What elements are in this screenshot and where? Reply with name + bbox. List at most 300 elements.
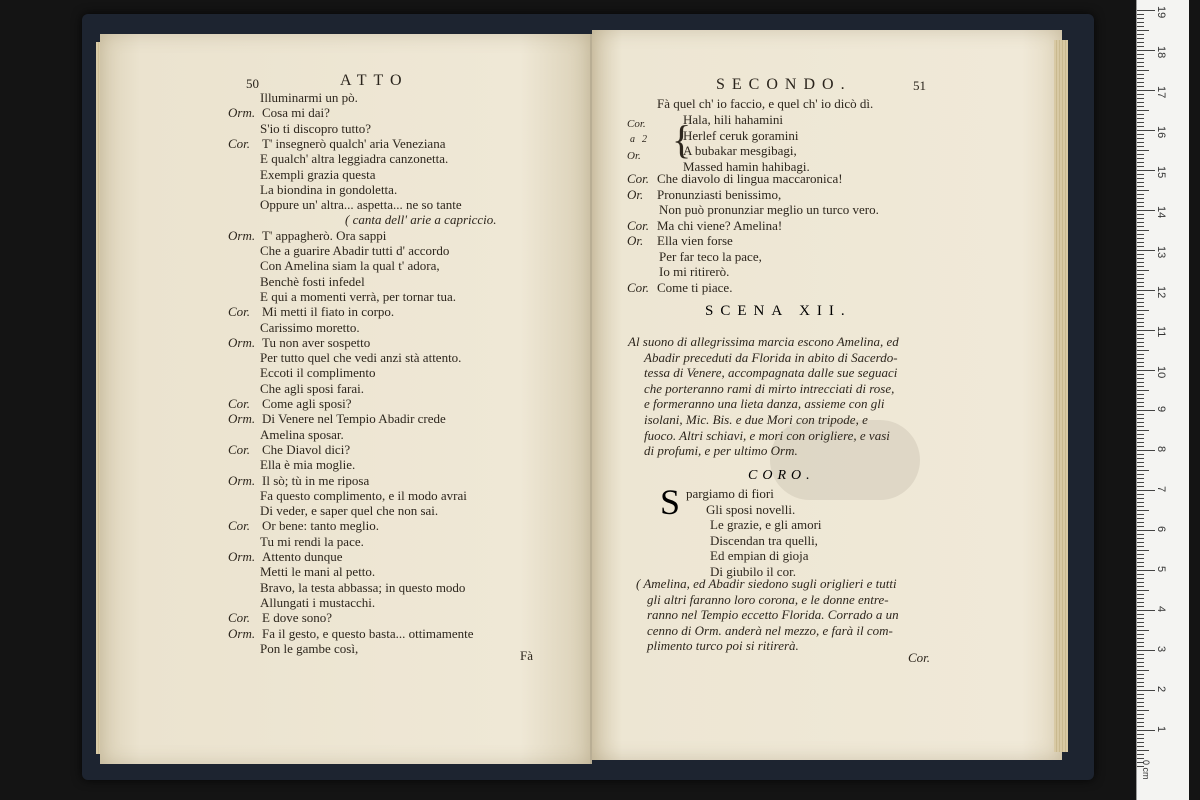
chorus-speaker-2: 2: [642, 134, 647, 145]
right-page-number: 51: [913, 78, 926, 93]
speaker-label: Or.: [627, 233, 644, 248]
ruler-tick: [1137, 638, 1144, 639]
ruler-tick: [1137, 654, 1144, 655]
ruler-tick: [1137, 282, 1144, 283]
ruler-tick: [1137, 570, 1155, 571]
ruler-tick: [1137, 490, 1155, 491]
ruler-tick: [1137, 246, 1144, 247]
ruler-tick: [1137, 726, 1144, 727]
ruler-tick: [1137, 730, 1155, 731]
chorus-line: Hala, hili hahamini: [683, 112, 784, 127]
speaker-label: Orm.: [228, 105, 256, 121]
ruler-tick: [1137, 210, 1155, 211]
dialogue-line: Fa il gesto, e questo basta... ottimamente: [262, 625, 474, 641]
chorus-brace: {: [672, 117, 692, 162]
ruler-tick: [1137, 502, 1144, 503]
ruler-tick: [1137, 206, 1144, 207]
stage-direction-line: Abadir preceduti da Florida in abito di Sacerdo-: [644, 349, 898, 365]
ruler-tick: [1137, 630, 1149, 631]
chorus-line: A bubakar mesgibagi,: [683, 143, 797, 158]
ruler-label: 8: [1155, 446, 1167, 453]
ruler-tick: [1137, 614, 1144, 615]
speaker-label: Cor.: [228, 304, 251, 320]
ruler-tick: [1137, 534, 1144, 535]
ruler-tick: [1137, 594, 1144, 595]
dialogue-line: Exempli grazia questa: [260, 166, 376, 182]
ruler-tick: [1137, 362, 1144, 363]
ruler-tick: [1137, 418, 1144, 419]
speaker-label: Orm.: [228, 549, 256, 564]
dialogue-line: Io mi ritirerò.: [659, 264, 730, 279]
ruler-tick: [1137, 62, 1144, 63]
ruler-tick: [1137, 66, 1144, 67]
ruler-tick: [1137, 698, 1144, 699]
dialogue-line: Tu mi rendi la pace.: [260, 533, 364, 549]
ruler-tick: [1137, 378, 1144, 379]
dialogue-line: E qualch' altra leggiadra canzonetta.: [260, 151, 449, 167]
dialogue-line: Illuminarmi un pò.: [260, 90, 358, 105]
coro-title: CORO.: [748, 468, 815, 483]
speaker-label: Cor.: [627, 217, 650, 233]
ruler-tick: [1137, 578, 1144, 579]
ruler-tick: [1137, 706, 1144, 707]
ruler-tick: [1137, 686, 1144, 687]
ruler-tick: [1137, 406, 1144, 407]
stage-direction-line: cenno di Orm. anderà nel mezzo, e farà il com-: [647, 622, 893, 638]
ruler-tick: [1137, 222, 1144, 223]
ruler-tick: [1137, 98, 1144, 99]
dialogue-line: T' appagherò. Ora sappi: [262, 227, 387, 243]
ruler-tick: [1137, 750, 1149, 751]
ruler-tick: [1137, 162, 1144, 163]
dialogue-line: Che a guarire Abadir tutti d' accordo: [260, 243, 450, 258]
ruler-tick: [1137, 430, 1149, 431]
ruler-label: 10: [1155, 366, 1167, 379]
speaker-label: Cor.: [228, 610, 251, 626]
ruler-tick: [1137, 238, 1144, 239]
ruler-label: 3: [1155, 646, 1167, 653]
ruler-tick: [1137, 346, 1144, 347]
ruler-tick: [1137, 18, 1144, 19]
speaker-label: Cor.: [228, 441, 251, 457]
ruler-label: 6: [1155, 526, 1167, 533]
ruler-label: 19: [1155, 6, 1167, 19]
ruler-tick: [1137, 382, 1144, 383]
dialogue-line: E dove sono?: [262, 610, 333, 626]
dialogue-line: Che Diavol dici?: [262, 441, 351, 457]
chorus-speaker-cor: Cor.: [627, 118, 646, 130]
stage-direction-line: plimento turco poi si ritirerà.: [647, 638, 799, 654]
coro-line: Di giubilo il cor.: [710, 563, 796, 579]
dialogue-line: Allungati i mustacchi.: [260, 594, 376, 610]
dialogue-line: La biondina in gondoletta.: [260, 181, 398, 197]
dialogue-line: T' insegnerò qualch' aria Veneziana: [262, 135, 446, 151]
ruler-label: 14: [1155, 206, 1167, 219]
stage-direction-line: di profumi, e per ultimo Orm.: [644, 443, 798, 459]
dialogue-line: Per tutto quel che vedi anzi stà attento.: [260, 350, 462, 366]
speaker-label: Orm.: [228, 334, 256, 350]
speaker-label: Cor.: [627, 279, 650, 295]
ruler-tick: [1137, 190, 1149, 191]
dialogue-line: E qui a momenti verrà, per tornar tua.: [260, 288, 457, 304]
ruler-tick: [1137, 126, 1144, 127]
ruler-tick: [1137, 202, 1144, 203]
ruler-tick: [1137, 250, 1155, 251]
stage-direction-line: che porteranno rami di mirto intrecciati di rose,: [644, 380, 895, 396]
ruler-tick: [1137, 626, 1144, 627]
ruler-tick: [1137, 326, 1144, 327]
ruler-tick: [1137, 334, 1144, 335]
ruler-label: 9: [1155, 406, 1167, 413]
ruler-label: 1: [1155, 726, 1167, 733]
ruler-tick: [1137, 754, 1144, 755]
ruler-tick: [1137, 314, 1144, 315]
dialogue-line: Mi metti il fiato in corpo.: [262, 304, 395, 320]
stage-direction-line: e formeranno una lieta danza, assieme con gli: [644, 396, 885, 412]
ruler-tick: [1137, 70, 1149, 71]
ruler-tick: [1137, 670, 1149, 671]
left-page-number: 50: [246, 76, 259, 91]
ruler-tick: [1137, 518, 1144, 519]
ruler-tick: [1137, 586, 1144, 587]
ruler-tick: [1137, 482, 1144, 483]
ruler-tick: [1137, 118, 1144, 119]
ruler-tick: [1137, 702, 1144, 703]
speaker-label: Cor.: [228, 135, 251, 151]
dialogue-line: Pronunziasti benissimo,: [657, 186, 782, 202]
right-catchword: Cor.: [908, 650, 931, 665]
ruler-tick: [1137, 574, 1144, 575]
ruler-tick: [1137, 42, 1144, 43]
ruler-tick: [1137, 714, 1144, 715]
ruler-unit: 0 cm: [1141, 760, 1151, 780]
ruler-tick: [1137, 38, 1144, 39]
ruler-tick: [1137, 510, 1149, 511]
ruler-tick: [1137, 306, 1144, 307]
ruler-tick: [1137, 322, 1144, 323]
ruler-tick: [1137, 402, 1144, 403]
ruler-tick: [1137, 470, 1149, 471]
ruler-tick: [1137, 294, 1144, 295]
speaker-label: Orm.: [228, 625, 256, 641]
ruler-tick: [1137, 110, 1149, 111]
dialogue-line: Per far teco la pace,: [659, 248, 762, 264]
ruler-tick: [1137, 358, 1144, 359]
dialogue-line: Fa questo complimento, e il modo avrai: [260, 487, 467, 503]
speaker-label: Cor.: [228, 518, 251, 534]
ruler-tick: [1137, 454, 1144, 455]
ruler-tick: [1137, 182, 1144, 183]
ruler-tick: [1137, 26, 1144, 27]
right-intro-line: Fà quel ch' io faccio, e quel ch' io dicò dì.: [657, 96, 874, 111]
ruler-tick: [1137, 234, 1144, 235]
coro-line: Le grazie, e gli amori: [710, 517, 822, 532]
ruler-tick: [1137, 494, 1144, 495]
ruler-tick: [1137, 94, 1144, 95]
ruler-tick: [1137, 622, 1144, 623]
ruler-tick: [1137, 662, 1144, 663]
ruler-tick: [1137, 734, 1144, 735]
ruler-tick: [1137, 178, 1144, 179]
ruler-tick: [1137, 298, 1144, 299]
dialogue-line: Or bene: tanto meglio.: [262, 518, 379, 534]
dialogue-line: Eccoti il complimento: [260, 365, 376, 381]
ruler-tick: [1137, 414, 1144, 415]
dialogue-line: Ma chi viene? Amelina!: [657, 217, 783, 233]
ruler-tick: [1137, 758, 1144, 759]
dialogue-line: Tu non aver sospetto: [262, 334, 371, 350]
dialogue-line: Cosa mi dai?: [262, 105, 330, 121]
ruler-tick: [1137, 218, 1144, 219]
ruler-tick: [1137, 170, 1155, 171]
ruler-tick: [1137, 278, 1144, 279]
ruler-tick: [1137, 370, 1155, 371]
ruler-tick: [1137, 230, 1149, 231]
ruler-tick: [1137, 214, 1144, 215]
ruler-tick: [1137, 738, 1144, 739]
ruler-tick: [1137, 690, 1155, 691]
ruler-tick: [1137, 542, 1144, 543]
ruler-tick: [1137, 186, 1144, 187]
stage-direction-line: ranno nel Tempio eccetto Florida. Corrado a un: [647, 607, 899, 623]
coro-drop-cap: S: [660, 482, 681, 522]
ruler-tick: [1137, 258, 1144, 259]
ruler-tick: [1137, 618, 1144, 619]
ruler-tick: [1137, 34, 1144, 35]
ruler-tick: [1137, 426, 1144, 427]
ruler-tick: [1137, 602, 1144, 603]
ruler-tick: [1137, 134, 1144, 135]
ruler-tick: [1137, 710, 1149, 711]
ruler-tick: [1137, 562, 1144, 563]
dialogue-line: Attento dunque: [262, 549, 343, 564]
chorus-speaker-a: a: [630, 134, 635, 145]
stage-direction-line: Al suono di allegrissima marcia escono Amelina, ed: [628, 334, 899, 349]
ruler-tick: [1137, 30, 1149, 31]
ruler-tick: [1137, 478, 1144, 479]
ruler-tick: [1137, 530, 1155, 531]
ruler-tick: [1137, 658, 1144, 659]
ruler-tick: [1137, 462, 1144, 463]
ruler-tick: [1137, 22, 1144, 23]
ruler-tick: [1137, 350, 1149, 351]
speaker-label: Orm.: [228, 472, 256, 488]
ruler-tick: [1137, 198, 1144, 199]
ruler-tick: [1137, 466, 1144, 467]
left-catchword: Fà: [520, 648, 533, 663]
ruler-tick: [1137, 82, 1144, 83]
dialogue-line: Pon le gambe così,: [260, 640, 359, 656]
right-page-edges: [1054, 40, 1068, 752]
dialogue-line: Oppure un' altra... aspetta... ne so tante: [260, 197, 462, 213]
ruler-tick: [1137, 14, 1144, 15]
ruler-tick: [1137, 394, 1144, 395]
ruler-tick: [1137, 138, 1144, 139]
ruler-tick: [1137, 642, 1144, 643]
ruler-tick: [1137, 338, 1144, 339]
ruler-label: 18: [1155, 46, 1167, 59]
ruler-tick: [1137, 646, 1144, 647]
speaker-label: Orm.: [228, 411, 256, 427]
ruler-tick: [1137, 270, 1149, 271]
right-page-header: SECONDO.: [716, 76, 852, 93]
ruler-tick: [1137, 194, 1144, 195]
ruler-tick: [1137, 122, 1144, 123]
ruler-tick: [1137, 474, 1144, 475]
ruler-tick: [1137, 102, 1144, 103]
ruler-tick: [1137, 54, 1144, 55]
ruler-tick: [1137, 150, 1149, 151]
ruler-tick: [1137, 410, 1155, 411]
dialogue-line: Che diavolo di lingua maccaronica!: [657, 171, 843, 186]
ruler-tick: [1137, 86, 1144, 87]
dialogue-line: Come ti piace.: [657, 279, 733, 295]
ruler-tick: [1137, 446, 1144, 447]
ruler-tick: [1137, 722, 1144, 723]
ruler-tick: [1137, 174, 1144, 175]
ruler-tick: [1137, 442, 1144, 443]
speaker-label: Cor.: [627, 171, 650, 186]
ruler-tick: [1137, 506, 1144, 507]
dialogue-line: S'io ti discopro tutto?: [260, 120, 372, 136]
ruler-tick: [1137, 434, 1144, 435]
ruler-tick: [1137, 266, 1144, 267]
ruler-tick: [1137, 46, 1144, 47]
ruler-tick: [1137, 486, 1144, 487]
chorus-line: Herlef ceruk goramini: [683, 127, 799, 143]
ruler-tick: [1137, 566, 1144, 567]
ruler-tick: [1137, 226, 1144, 227]
dialogue-line: Ella vien forse: [657, 233, 733, 248]
ruler-tick: [1137, 58, 1144, 59]
dialogue-line: Non può pronunziar meglio un turco vero.: [659, 202, 879, 217]
ruler-tick: [1137, 598, 1144, 599]
ruler-tick: [1137, 438, 1144, 439]
ruler-tick: [1137, 310, 1149, 311]
ruler-tick: [1137, 526, 1144, 527]
dialogue-line: Bravo, la testa abbassa; in questo modo: [260, 579, 466, 595]
ruler-tick: [1137, 90, 1155, 91]
ruler-tick: [1137, 666, 1144, 667]
ruler-tick: [1137, 318, 1144, 319]
ruler-tick: [1137, 606, 1144, 607]
ruler-label: 7: [1155, 486, 1167, 493]
ruler-label: 2: [1155, 686, 1167, 693]
ruler-label: 5: [1155, 566, 1167, 573]
ruler-tick: [1137, 50, 1155, 51]
left-page-header: ATTO: [340, 72, 409, 89]
ruler-tick: [1137, 158, 1144, 159]
dialogue-line: Con Amelina siam la qual t' adora,: [260, 258, 440, 274]
ruler-tick: [1137, 522, 1144, 523]
ruler-tick: [1137, 146, 1144, 147]
ruler-tick: [1137, 674, 1144, 675]
ruler-tick: [1137, 274, 1144, 275]
ruler-tick: [1137, 142, 1144, 143]
ruler-label: 17: [1155, 86, 1167, 99]
ruler-tick: [1137, 398, 1144, 399]
speaker-label: Orm.: [228, 227, 256, 243]
ruler-tick: [1137, 286, 1144, 287]
dialogue-line: Come agli sposi?: [262, 396, 352, 411]
ruler-tick: [1137, 458, 1144, 459]
ruler-tick: [1137, 546, 1144, 547]
ruler-tick: [1137, 498, 1144, 499]
ruler-tick: [1137, 130, 1155, 131]
dialogue-line: Il sò; tù in me riposa: [262, 472, 370, 488]
ruler-tick: [1137, 538, 1144, 539]
stage-direction-line: tessa di Venere, accompagnata dalle sue seguaci: [644, 365, 898, 381]
stage-direction-line: ( Amelina, ed Abadir siedono sugli origlieri e tutti: [636, 576, 897, 591]
ruler-tick: [1137, 366, 1144, 367]
ruler-tick: [1137, 374, 1144, 375]
ruler-tick: [1137, 354, 1144, 355]
ruler-tick: [1137, 254, 1144, 255]
ruler-tick: [1137, 610, 1155, 611]
dialogue-line: Carissimo moretto.: [260, 319, 360, 335]
ruler-tick: [1137, 450, 1155, 451]
ruler-tick: [1137, 386, 1144, 387]
ruler-tick: [1137, 554, 1144, 555]
ruler-label: 16: [1155, 126, 1167, 139]
ruler-label: 11: [1155, 326, 1167, 338]
ruler-tick: [1137, 330, 1155, 331]
ruler-tick: [1137, 678, 1144, 679]
dialogue-line: Amelina sposar.: [260, 426, 344, 442]
ruler-tick: [1137, 290, 1155, 291]
chorus-line: Massed hamin hahibagi.: [683, 158, 810, 174]
stage-direction-line: isolani, Mic. Bis. e due Mori con tripode, e: [644, 412, 868, 427]
dialogue-line: Di veder, e saper quel che non sai.: [260, 503, 439, 519]
ruler-tick: [1137, 390, 1149, 391]
ruler-tick: [1137, 154, 1144, 155]
ruler-tick: [1137, 634, 1144, 635]
ruler-tick: [1137, 694, 1144, 695]
ruler-tick: [1137, 106, 1144, 107]
coro-line: pargiamo di fiori: [686, 486, 774, 501]
ruler-label: 15: [1155, 166, 1167, 179]
ruler-tick: [1137, 682, 1144, 683]
dialogue-line: Benchè fosti infedel: [260, 273, 365, 289]
ruler-tick: [1137, 746, 1144, 747]
speaker-label: Or.: [627, 186, 644, 202]
stage-direction-line: fuoco. Altri schiavi, e mori con origliere, e vasi: [644, 427, 890, 443]
ruler-tick: [1137, 10, 1155, 11]
coro-line: Gli sposi novelli.: [706, 501, 796, 517]
ruler-tick: [1137, 582, 1144, 583]
ruler-label: 4: [1155, 606, 1167, 613]
dialogue-line: Ella è mia moglie.: [260, 457, 356, 473]
ruler-tick: [1137, 74, 1144, 75]
ruler-tick: [1137, 742, 1144, 743]
stage-direction-line: gli altri faranno loro corona, e le donne entre-: [647, 591, 889, 607]
ruler-label: 13: [1155, 246, 1167, 259]
ruler-tick: [1137, 422, 1144, 423]
ruler-tick: [1137, 558, 1144, 559]
measurement-ruler: [1136, 0, 1189, 800]
dialogue-line: Che agli sposi farai.: [260, 380, 364, 396]
coro-line: Ed empian di gioja: [710, 548, 809, 563]
ruler-tick: [1137, 262, 1144, 263]
ruler-label: 12: [1155, 286, 1167, 299]
speaker-label: Cor.: [228, 396, 251, 411]
ruler-tick: [1137, 514, 1144, 515]
coro-line: Discendan tra quelli,: [710, 532, 818, 548]
ruler-tick: [1137, 242, 1144, 243]
ruler-tick: [1137, 590, 1149, 591]
dialogue-line: Di Venere nel Tempio Abadir crede: [262, 411, 446, 427]
ruler-tick: [1137, 166, 1144, 167]
